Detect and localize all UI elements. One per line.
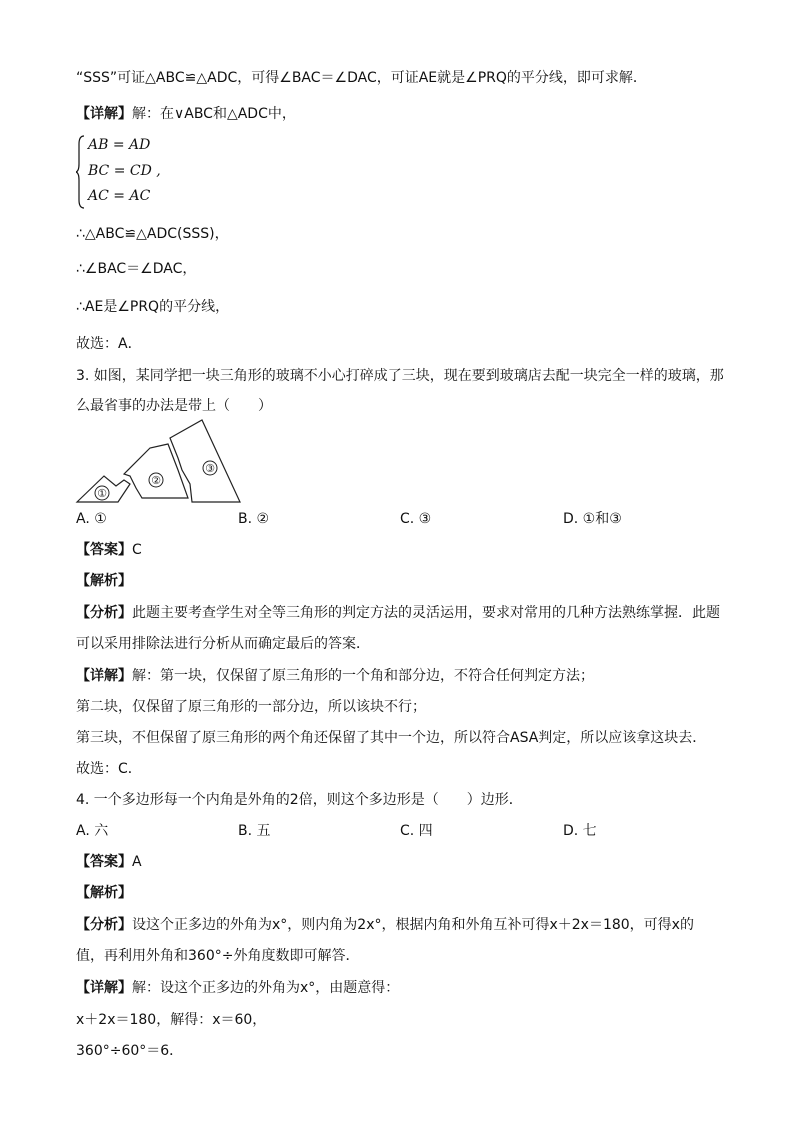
q4-option-a: A. 六 xyxy=(76,823,109,839)
choice-line-1: 故选：A． xyxy=(76,336,142,352)
q4-option-c: C. 四 xyxy=(400,823,433,839)
piece-1-label: ① xyxy=(97,487,107,500)
xj3-line-4: 故选：C． xyxy=(76,761,142,777)
q3-option-a: A. ① xyxy=(76,511,107,527)
detail-tag: 【详解】 xyxy=(76,106,132,122)
therefore-line-2: ∴∠BAC＝∠DAC， xyxy=(76,261,197,277)
left-brace-icon xyxy=(76,134,86,210)
fx4-line-1 xyxy=(76,915,694,935)
q3-option-c: C. ③ xyxy=(400,511,432,527)
question-3-line-1: 3. 如图，某同学把一块三角形的玻璃不小心打碎成了三块，现在要到玻璃店去配一块完全一样的玻璃，那 xyxy=(76,368,724,384)
fx3-tag: 【分析】 xyxy=(76,605,132,621)
xj4-line-2: x＋2x＝180，解得：x＝60， xyxy=(76,1012,267,1028)
broken-glass-figure xyxy=(74,418,246,506)
xj3-tag: 【详解】 xyxy=(76,668,132,684)
fx4-line-2: 值，再利用外角和360°÷外角度数即可解答． xyxy=(76,948,360,964)
q3-option-b: B. ② xyxy=(238,511,270,527)
q3-option-d: D. ①和③ xyxy=(563,511,622,527)
question-4-line: 4. 一个多边形每一个内角是外角的2倍，则这个多边形是（ ）边形． xyxy=(76,792,523,808)
xj3-line-1 xyxy=(76,666,594,686)
xj4-line-3: 360°÷60°＝6． xyxy=(76,1043,184,1059)
piece-3-shape xyxy=(170,420,240,502)
therefore-line-1: ∴△ABC≌△ADC(SSS)， xyxy=(76,226,229,242)
fx3-line-2: 可以采用排除法进行分析从而确定最后的答案． xyxy=(76,636,370,652)
equation-row-1: AB = AD xyxy=(88,137,151,153)
fx4-tag: 【分析】 xyxy=(76,917,132,933)
fx3-line-1 xyxy=(76,603,720,623)
answer-3-value: C xyxy=(132,542,142,558)
piece-2-shape xyxy=(124,444,188,498)
xj4-line-1 xyxy=(76,978,399,998)
equation-row-2: BC = CD , xyxy=(88,163,161,179)
answer-3-tag: 【答案】 xyxy=(76,542,132,558)
equation-system xyxy=(76,134,236,210)
text-line-1: “SSS”可证△ABC≌△ADC，可得∠BAC＝∠DAC，可证AE就是∠PRQ的平分线，即可求解． xyxy=(76,70,647,86)
xj3-text-1: 解：第一块，仅保留了原三角形的一个角和部分边，不符合任何判定方法； xyxy=(132,668,594,684)
q4-option-b: B. 五 xyxy=(238,823,271,839)
detail-text: 解：在∨ABC和△ADC中， xyxy=(132,106,296,122)
detail-line xyxy=(76,104,296,124)
xj3-line-2: 第二块，仅保留了原三角形的一部分边，所以该块不行； xyxy=(76,699,426,715)
answer-4-line xyxy=(76,852,142,872)
xj4-tag: 【详解】 xyxy=(76,980,132,996)
therefore-line-3: ∴AE是∠PRQ的平分线， xyxy=(76,299,230,315)
analysis-3-heading: 【解析】 xyxy=(76,573,132,589)
piece-3-label: ③ xyxy=(205,462,215,475)
answer-3-line xyxy=(76,540,142,560)
fx4-text-1: 设这个正多边的外角为x°，则内角为2x°，根据内角和外角互补可得x＋2x＝180，可得x的 xyxy=(132,917,694,933)
answer-4-tag: 【答案】 xyxy=(76,854,132,870)
piece-2-label: ② xyxy=(151,474,161,487)
question-3-line-2: 么最省事的办法是带上（ ） xyxy=(76,398,272,414)
q4-option-d: D. 七 xyxy=(563,823,597,839)
xj4-text-1: 解：设这个正多边的外角为x°，由题意得： xyxy=(132,980,400,996)
fx3-text-1: 此题主要考查学生对全等三角形的判定方法的灵活运用，要求对常用的几种方法熟练掌握．此题 xyxy=(132,605,720,621)
analysis-4-heading: 【解析】 xyxy=(76,885,132,901)
equation-row-3: AC = AC xyxy=(88,188,151,204)
xj3-line-3: 第三块，不但保留了原三角形的两个角还保留了其中一个边，所以符合ASA判定，所以应该拿这块去． xyxy=(76,730,707,746)
answer-4-value: A xyxy=(132,854,142,870)
